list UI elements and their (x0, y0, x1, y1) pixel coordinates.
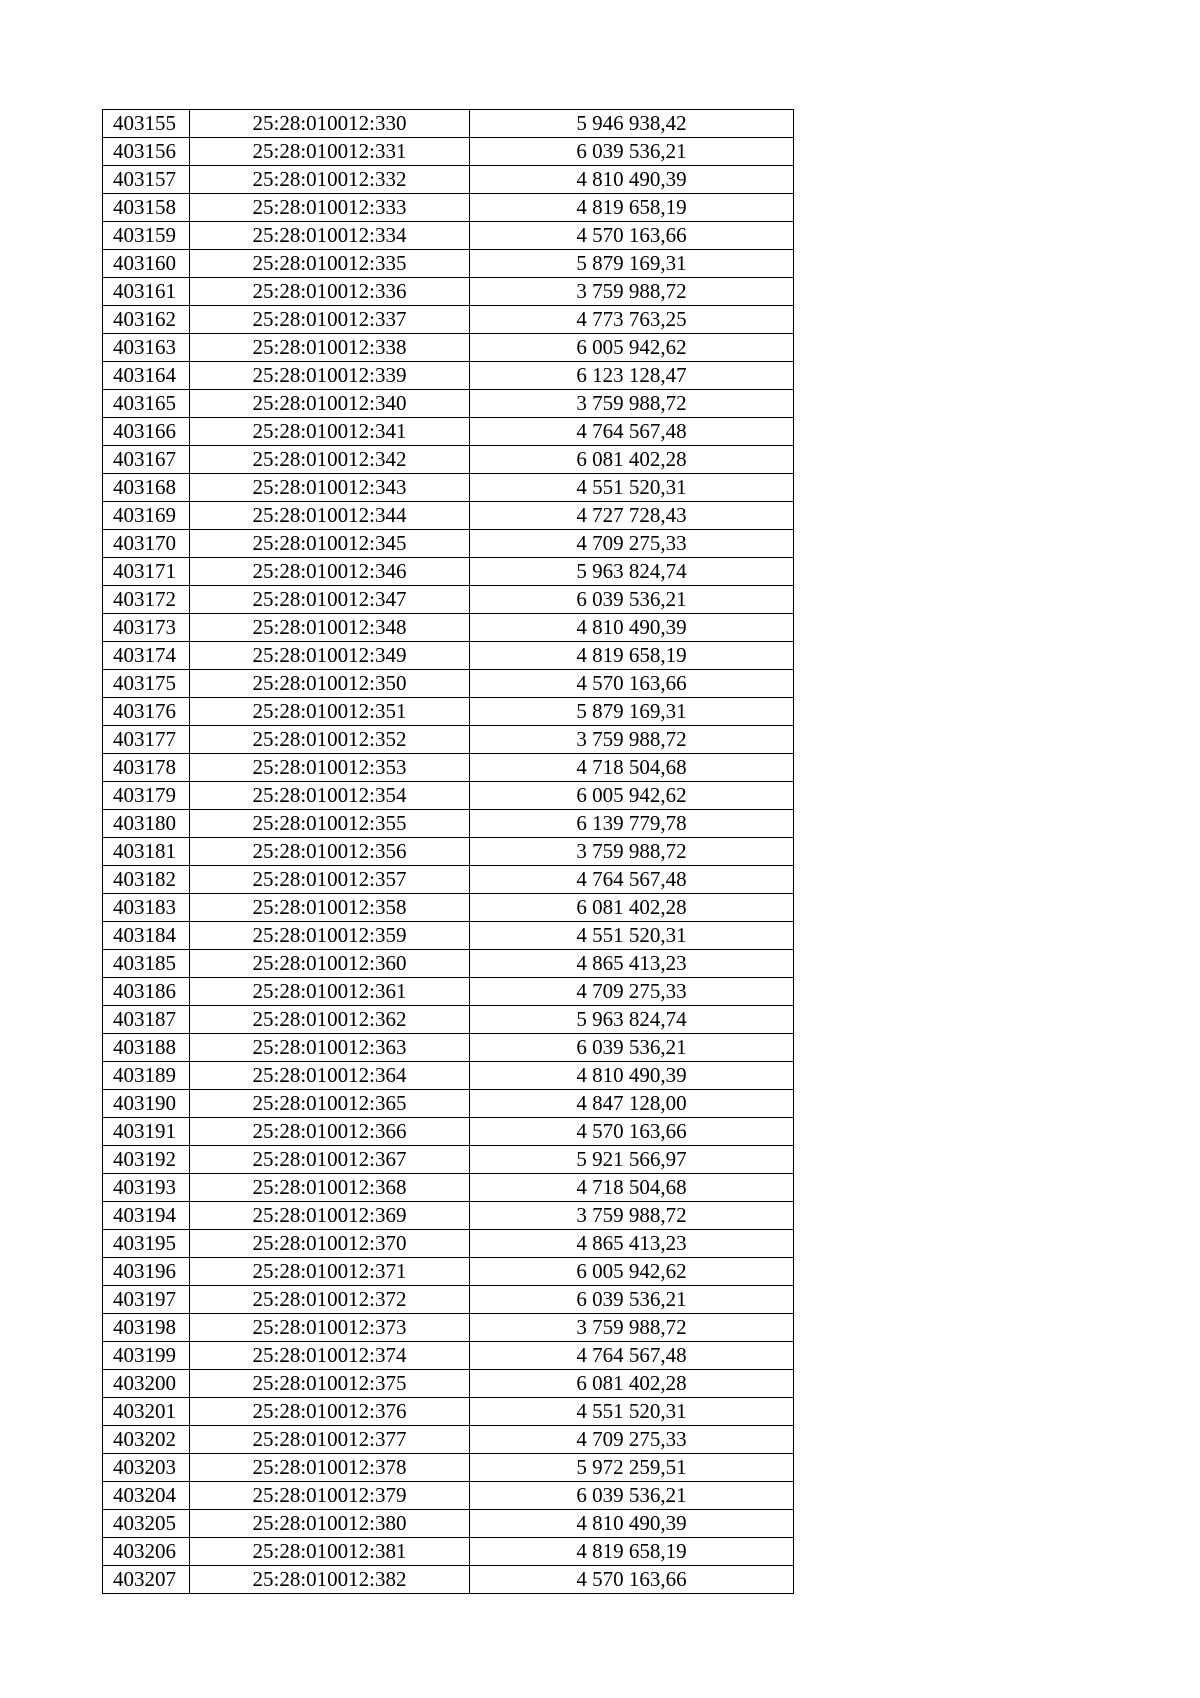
table-row (103, 110, 794, 138)
table-row (103, 278, 794, 306)
cell-cadastral-number: 25:28:010012:371 (190, 1258, 470, 1286)
cell-cadastral-number: 25:28:010012:335 (190, 250, 470, 278)
cell-cadastral-number: 25:28:010012:334 (190, 222, 470, 250)
cell-record-id: 403166 (103, 418, 190, 446)
cell-value: 4 810 490,39 (470, 1510, 794, 1538)
table-row (103, 194, 794, 222)
cell-cadastral-number: 25:28:010012:376 (190, 1398, 470, 1426)
cell-record-id: 403159 (103, 222, 190, 250)
table-row (103, 1426, 794, 1454)
cell-cadastral-number: 25:28:010012:367 (190, 1146, 470, 1174)
cell-value: 4 570 163,66 (470, 670, 794, 698)
table-row (103, 1174, 794, 1202)
cell-value: 3 759 988,72 (470, 1202, 794, 1230)
cell-record-id: 403186 (103, 978, 190, 1006)
cell-record-id: 403191 (103, 1118, 190, 1146)
cell-value: 6 139 779,78 (470, 810, 794, 838)
table-row (103, 1342, 794, 1370)
cell-value: 4 847 128,00 (470, 1090, 794, 1118)
table-row (103, 754, 794, 782)
cell-record-id: 403160 (103, 250, 190, 278)
table-row (103, 810, 794, 838)
cell-cadastral-number: 25:28:010012:362 (190, 1006, 470, 1034)
table-row (103, 950, 794, 978)
cell-value: 6 123 128,47 (470, 362, 794, 390)
table-row (103, 894, 794, 922)
table-row (103, 138, 794, 166)
cell-value: 5 879 169,31 (470, 698, 794, 726)
cell-value: 4 551 520,31 (470, 1398, 794, 1426)
cell-value: 3 759 988,72 (470, 278, 794, 306)
table-row (103, 1286, 794, 1314)
cell-record-id: 403175 (103, 670, 190, 698)
cell-cadastral-number: 25:28:010012:330 (190, 110, 470, 138)
cell-cadastral-number: 25:28:010012:346 (190, 558, 470, 586)
table-row (103, 1202, 794, 1230)
table-row (103, 446, 794, 474)
table-row (103, 1034, 794, 1062)
cell-record-id: 403187 (103, 1006, 190, 1034)
cell-record-id: 403165 (103, 390, 190, 418)
table-body (103, 110, 794, 1594)
cell-value: 6 039 536,21 (470, 586, 794, 614)
cell-record-id: 403174 (103, 642, 190, 670)
table-row (103, 1538, 794, 1566)
table-row (103, 1398, 794, 1426)
cell-record-id: 403193 (103, 1174, 190, 1202)
table-row (103, 978, 794, 1006)
cell-value: 4 810 490,39 (470, 614, 794, 642)
cell-value: 6 081 402,28 (470, 894, 794, 922)
table-row (103, 782, 794, 810)
cell-value: 4 551 520,31 (470, 474, 794, 502)
cell-cadastral-number: 25:28:010012:366 (190, 1118, 470, 1146)
cell-value: 4 570 163,66 (470, 1566, 794, 1594)
cell-value: 5 879 169,31 (470, 250, 794, 278)
cell-cadastral-number: 25:28:010012:373 (190, 1314, 470, 1342)
cell-cadastral-number: 25:28:010012:381 (190, 1538, 470, 1566)
cell-value: 3 759 988,72 (470, 838, 794, 866)
cell-record-id: 403173 (103, 614, 190, 642)
cell-cadastral-number: 25:28:010012:361 (190, 978, 470, 1006)
cell-cadastral-number: 25:28:010012:382 (190, 1566, 470, 1594)
cell-value: 4 570 163,66 (470, 222, 794, 250)
cell-record-id: 403179 (103, 782, 190, 810)
cell-value: 5 946 938,42 (470, 110, 794, 138)
cell-value: 5 972 259,51 (470, 1454, 794, 1482)
table-row (103, 530, 794, 558)
cell-record-id: 403171 (103, 558, 190, 586)
cell-record-id: 403157 (103, 166, 190, 194)
cell-cadastral-number: 25:28:010012:354 (190, 782, 470, 810)
table-row (103, 390, 794, 418)
cell-value: 4 819 658,19 (470, 1538, 794, 1566)
cell-cadastral-number: 25:28:010012:377 (190, 1426, 470, 1454)
table-row (103, 670, 794, 698)
table-row (103, 1314, 794, 1342)
cell-cadastral-number: 25:28:010012:360 (190, 950, 470, 978)
cell-value: 5 921 566,97 (470, 1146, 794, 1174)
cell-record-id: 403201 (103, 1398, 190, 1426)
cell-record-id: 403162 (103, 306, 190, 334)
table-row (103, 1090, 794, 1118)
cell-cadastral-number: 25:28:010012:336 (190, 278, 470, 306)
cell-cadastral-number: 25:28:010012:368 (190, 1174, 470, 1202)
cell-cadastral-number: 25:28:010012:350 (190, 670, 470, 698)
cell-cadastral-number: 25:28:010012:352 (190, 726, 470, 754)
table-row (103, 166, 794, 194)
cell-record-id: 403164 (103, 362, 190, 390)
table-row (103, 922, 794, 950)
cell-cadastral-number: 25:28:010012:337 (190, 306, 470, 334)
table-row (103, 1006, 794, 1034)
table-row (103, 1146, 794, 1174)
table-row (103, 558, 794, 586)
cell-record-id: 403189 (103, 1062, 190, 1090)
table-row (103, 838, 794, 866)
cell-record-id: 403178 (103, 754, 190, 782)
cell-cadastral-number: 25:28:010012:331 (190, 138, 470, 166)
table-row (103, 334, 794, 362)
cell-value: 4 810 490,39 (470, 1062, 794, 1090)
cell-value: 5 963 824,74 (470, 1006, 794, 1034)
table-row (103, 698, 794, 726)
cell-value: 4 718 504,68 (470, 754, 794, 782)
cell-value: 3 759 988,72 (470, 1314, 794, 1342)
table-row (103, 222, 794, 250)
cell-record-id: 403168 (103, 474, 190, 502)
cell-record-id: 403182 (103, 866, 190, 894)
cell-record-id: 403184 (103, 922, 190, 950)
cell-value: 4 764 567,48 (470, 866, 794, 894)
cell-cadastral-number: 25:28:010012:339 (190, 362, 470, 390)
cell-cadastral-number: 25:28:010012:342 (190, 446, 470, 474)
table-row (103, 866, 794, 894)
cell-cadastral-number: 25:28:010012:370 (190, 1230, 470, 1258)
cell-cadastral-number: 25:28:010012:351 (190, 698, 470, 726)
cell-cadastral-number: 25:28:010012:375 (190, 1370, 470, 1398)
cell-record-id: 403198 (103, 1314, 190, 1342)
cell-cadastral-number: 25:28:010012:372 (190, 1286, 470, 1314)
cell-cadastral-number: 25:28:010012:345 (190, 530, 470, 558)
cell-cadastral-number: 25:28:010012:341 (190, 418, 470, 446)
cell-cadastral-number: 25:28:010012:357 (190, 866, 470, 894)
cell-record-id: 403197 (103, 1286, 190, 1314)
cell-value: 6 081 402,28 (470, 1370, 794, 1398)
cell-record-id: 403200 (103, 1370, 190, 1398)
cell-record-id: 403176 (103, 698, 190, 726)
cell-record-id: 403202 (103, 1426, 190, 1454)
cell-value: 5 963 824,74 (470, 558, 794, 586)
table-row (103, 1566, 794, 1594)
cell-value: 4 810 490,39 (470, 166, 794, 194)
cell-value: 4 718 504,68 (470, 1174, 794, 1202)
cell-record-id: 403204 (103, 1482, 190, 1510)
cell-value: 3 759 988,72 (470, 726, 794, 754)
cell-record-id: 403199 (103, 1342, 190, 1370)
cell-cadastral-number: 25:28:010012:374 (190, 1342, 470, 1370)
cell-value: 6 005 942,62 (470, 334, 794, 362)
table-row (103, 1454, 794, 1482)
cell-value: 4 727 728,43 (470, 502, 794, 530)
table-row (103, 642, 794, 670)
cell-value: 4 773 763,25 (470, 306, 794, 334)
cell-value: 4 865 413,23 (470, 1230, 794, 1258)
cell-cadastral-number: 25:28:010012:338 (190, 334, 470, 362)
table-row (103, 1230, 794, 1258)
cell-cadastral-number: 25:28:010012:333 (190, 194, 470, 222)
cell-record-id: 403206 (103, 1538, 190, 1566)
cell-record-id: 403203 (103, 1454, 190, 1482)
table-row (103, 362, 794, 390)
cell-record-id: 403155 (103, 110, 190, 138)
cell-record-id: 403196 (103, 1258, 190, 1286)
cell-cadastral-number: 25:28:010012:363 (190, 1034, 470, 1062)
cell-value: 4 709 275,33 (470, 978, 794, 1006)
cell-value: 6 005 942,62 (470, 782, 794, 810)
cell-record-id: 403207 (103, 1566, 190, 1594)
table-row (103, 1118, 794, 1146)
table-row (103, 250, 794, 278)
cell-record-id: 403195 (103, 1230, 190, 1258)
cell-record-id: 403167 (103, 446, 190, 474)
cell-value: 4 764 567,48 (470, 418, 794, 446)
cell-record-id: 403194 (103, 1202, 190, 1230)
cell-cadastral-number: 25:28:010012:378 (190, 1454, 470, 1482)
table-row (103, 726, 794, 754)
table-row (103, 474, 794, 502)
cell-cadastral-number: 25:28:010012:356 (190, 838, 470, 866)
table-row (103, 502, 794, 530)
data-table (102, 109, 794, 1594)
cell-value: 4 570 163,66 (470, 1118, 794, 1146)
cell-value: 6 005 942,62 (470, 1258, 794, 1286)
cell-cadastral-number: 25:28:010012:347 (190, 586, 470, 614)
cell-value: 4 865 413,23 (470, 950, 794, 978)
table-row (103, 614, 794, 642)
table-row (103, 1510, 794, 1538)
cell-record-id: 403163 (103, 334, 190, 362)
cell-value: 3 759 988,72 (470, 390, 794, 418)
cell-cadastral-number: 25:28:010012:332 (190, 166, 470, 194)
cell-record-id: 403170 (103, 530, 190, 558)
cell-value: 6 039 536,21 (470, 1034, 794, 1062)
cell-value: 4 764 567,48 (470, 1342, 794, 1370)
table-row (103, 1258, 794, 1286)
cell-cadastral-number: 25:28:010012:344 (190, 502, 470, 530)
cell-record-id: 403185 (103, 950, 190, 978)
cell-record-id: 403172 (103, 586, 190, 614)
cell-value: 6 039 536,21 (470, 1482, 794, 1510)
cell-cadastral-number: 25:28:010012:379 (190, 1482, 470, 1510)
cell-value: 6 081 402,28 (470, 446, 794, 474)
cell-record-id: 403156 (103, 138, 190, 166)
cell-record-id: 403181 (103, 838, 190, 866)
cell-cadastral-number: 25:28:010012:369 (190, 1202, 470, 1230)
table-row (103, 306, 794, 334)
cell-record-id: 403190 (103, 1090, 190, 1118)
cell-value: 4 819 658,19 (470, 194, 794, 222)
table-row (103, 1370, 794, 1398)
cell-cadastral-number: 25:28:010012:340 (190, 390, 470, 418)
table-row (103, 586, 794, 614)
cell-record-id: 403158 (103, 194, 190, 222)
cell-cadastral-number: 25:28:010012:343 (190, 474, 470, 502)
cell-cadastral-number: 25:28:010012:348 (190, 614, 470, 642)
cell-value: 6 039 536,21 (470, 138, 794, 166)
cell-record-id: 403180 (103, 810, 190, 838)
cell-value: 4 709 275,33 (470, 530, 794, 558)
cell-cadastral-number: 25:28:010012:355 (190, 810, 470, 838)
cell-record-id: 403177 (103, 726, 190, 754)
cell-value: 4 819 658,19 (470, 642, 794, 670)
cell-record-id: 403161 (103, 278, 190, 306)
cell-record-id: 403192 (103, 1146, 190, 1174)
cell-cadastral-number: 25:28:010012:349 (190, 642, 470, 670)
cell-cadastral-number: 25:28:010012:365 (190, 1090, 470, 1118)
cell-record-id: 403205 (103, 1510, 190, 1538)
cell-value: 4 709 275,33 (470, 1426, 794, 1454)
cell-cadastral-number: 25:28:010012:358 (190, 894, 470, 922)
cell-record-id: 403188 (103, 1034, 190, 1062)
cell-cadastral-number: 25:28:010012:353 (190, 754, 470, 782)
table-row (103, 418, 794, 446)
cell-record-id: 403169 (103, 502, 190, 530)
cell-cadastral-number: 25:28:010012:364 (190, 1062, 470, 1090)
cell-record-id: 403183 (103, 894, 190, 922)
cell-cadastral-number: 25:28:010012:380 (190, 1510, 470, 1538)
cell-value: 4 551 520,31 (470, 922, 794, 950)
cell-value: 6 039 536,21 (470, 1286, 794, 1314)
cell-cadastral-number: 25:28:010012:359 (190, 922, 470, 950)
table-row (103, 1482, 794, 1510)
table-row (103, 1062, 794, 1090)
